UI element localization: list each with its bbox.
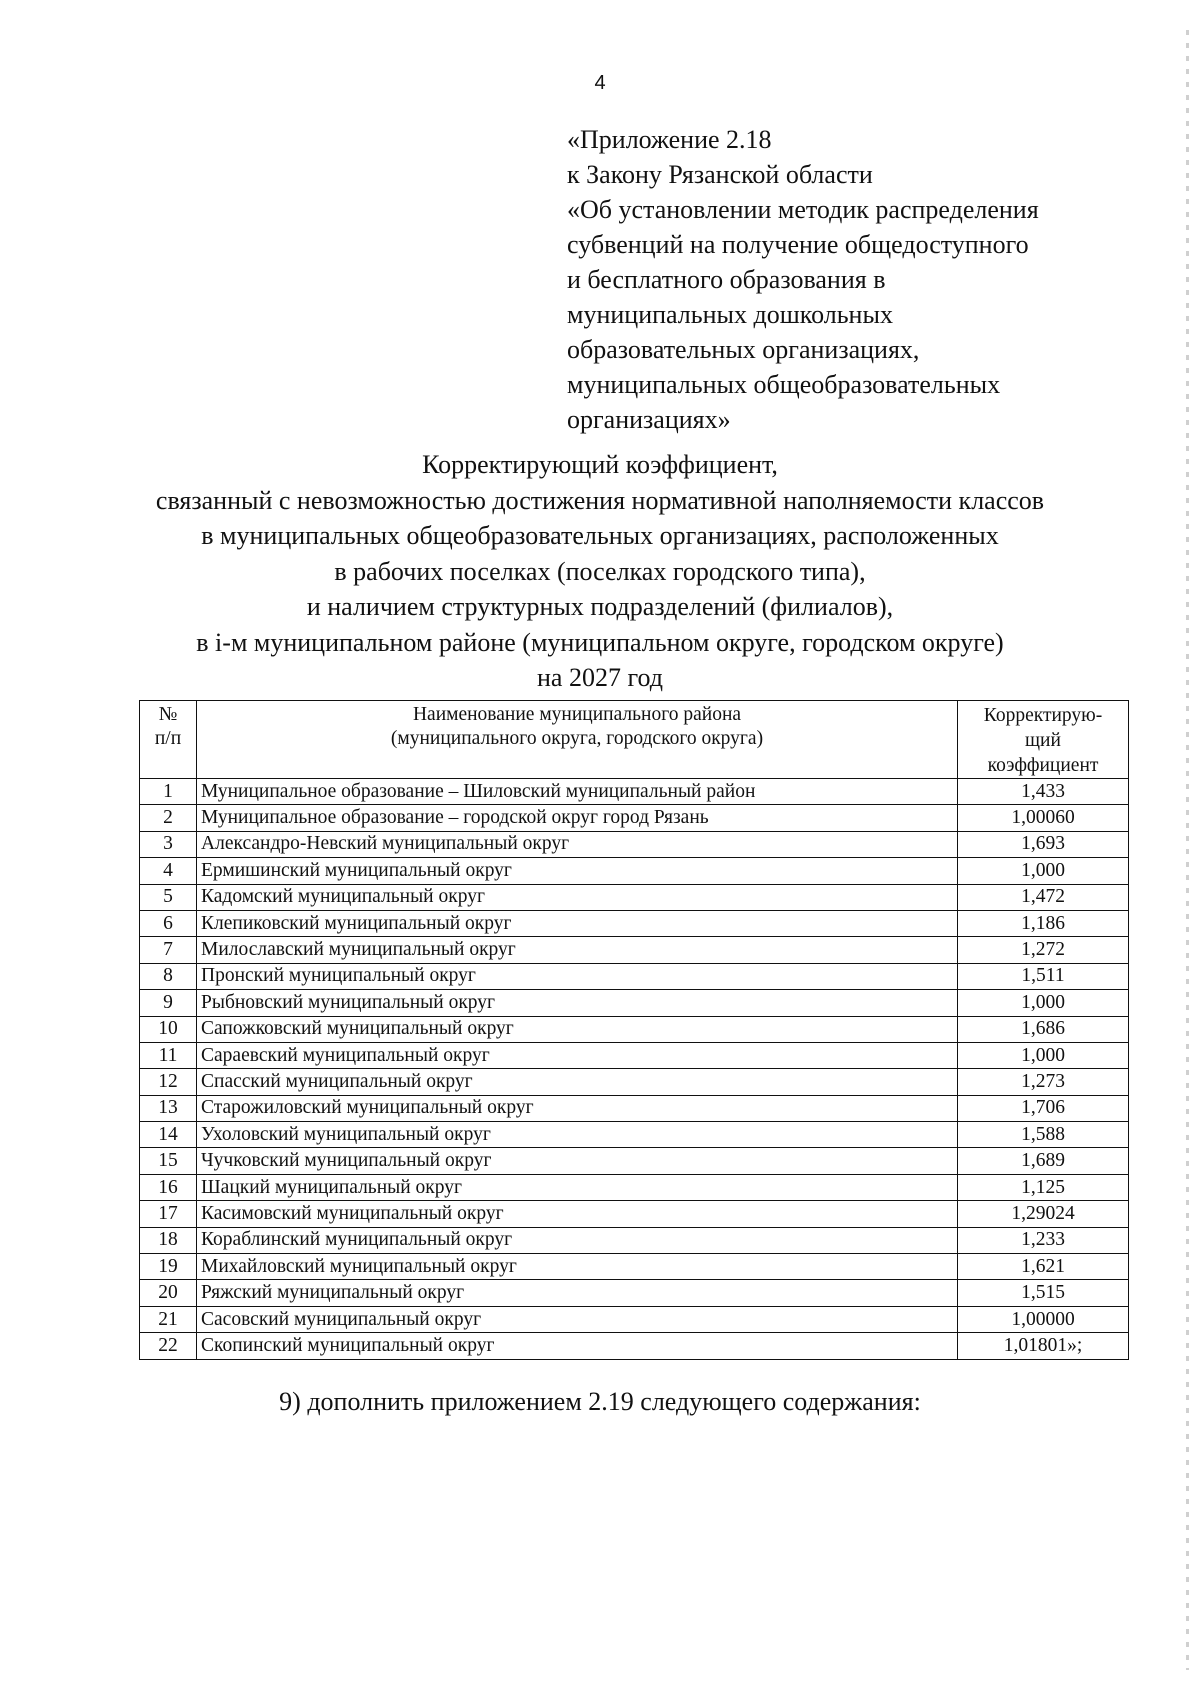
row-number: 16 bbox=[140, 1174, 197, 1200]
row-number: 1 bbox=[140, 779, 197, 805]
row-coefficient: 1,472 bbox=[958, 884, 1129, 910]
table-row bbox=[140, 963, 1129, 989]
row-number: 3 bbox=[140, 831, 197, 857]
title-line: Корректирующий коэффициент, bbox=[422, 450, 778, 479]
table-row bbox=[140, 831, 1129, 857]
row-municipality: Александро-Невский муниципальный округ bbox=[197, 831, 958, 857]
row-number: 18 bbox=[140, 1227, 197, 1253]
row-municipality: Клепиковский муниципальный округ bbox=[197, 910, 958, 936]
row-municipality: Чучковский муниципальный округ bbox=[197, 1148, 958, 1174]
row-municipality: Ряжский муниципальный округ bbox=[197, 1280, 958, 1306]
row-coefficient: 1,000 bbox=[958, 858, 1129, 884]
table-row bbox=[140, 910, 1129, 936]
closing-text: 9) дополнить приложением 2.19 следующего содержания: bbox=[279, 1387, 921, 1416]
row-number: 7 bbox=[140, 937, 197, 963]
header-coefficient-line: Корректирую- bbox=[983, 705, 1103, 726]
table-row bbox=[140, 1042, 1129, 1068]
header-municipality-line: Наименование муниципального района bbox=[412, 704, 742, 725]
row-municipality: Шацкий муниципальный округ bbox=[197, 1174, 958, 1200]
page-number: 4 bbox=[594, 72, 606, 94]
table-row bbox=[140, 805, 1129, 831]
row-number: 5 bbox=[140, 884, 197, 910]
row-number: 11 bbox=[140, 1042, 197, 1068]
row-municipality: Михайловский муниципальный округ bbox=[197, 1254, 958, 1280]
row-number: 14 bbox=[140, 1122, 197, 1148]
table-row bbox=[140, 990, 1129, 1016]
row-coefficient: 1,689 bbox=[958, 1148, 1129, 1174]
row-municipality: Рыбновский муниципальный округ bbox=[197, 990, 958, 1016]
coefficient-table bbox=[139, 700, 1129, 1360]
table-row bbox=[140, 1333, 1129, 1359]
row-municipality: Спасский муниципальный округ bbox=[197, 1069, 958, 1095]
row-municipality: Старожиловский муниципальный округ bbox=[197, 1095, 958, 1121]
row-coefficient: 1,433 bbox=[958, 779, 1129, 805]
title-line: в i-м муниципальном районе (муниципальном округе, городском округе) bbox=[196, 627, 1004, 657]
header-municipality-line: (муниципального округа, городского округа) bbox=[390, 728, 764, 749]
row-coefficient: 1,29024 bbox=[958, 1201, 1129, 1227]
row-coefficient: 1,125 bbox=[958, 1174, 1129, 1200]
document-title bbox=[0, 447, 1200, 696]
header-municipality bbox=[197, 701, 958, 779]
table-row bbox=[140, 1016, 1129, 1042]
table-row bbox=[140, 1254, 1129, 1280]
row-municipality: Сараевский муниципальный округ bbox=[197, 1042, 958, 1068]
row-number: 15 bbox=[140, 1148, 197, 1174]
title-line: связанный с невозможностью достижения нормативной наполняемости классов bbox=[155, 485, 1045, 515]
row-coefficient: 1,686 bbox=[958, 1016, 1129, 1042]
row-coefficient: 1,515 bbox=[958, 1280, 1129, 1306]
annex-line: «Приложение 2.18 bbox=[567, 125, 772, 154]
row-number: 17 bbox=[140, 1201, 197, 1227]
table-row bbox=[140, 1122, 1129, 1148]
table-row bbox=[140, 1069, 1129, 1095]
table-row bbox=[140, 937, 1129, 963]
annex-line: «Об установлении методик распределения bbox=[567, 195, 1039, 224]
row-number: 4 bbox=[140, 858, 197, 884]
table-row bbox=[140, 1227, 1129, 1253]
header-number-line: № bbox=[158, 704, 178, 725]
row-coefficient: 1,273 bbox=[958, 1069, 1129, 1095]
annex-line: муниципальных общеобразовательных bbox=[567, 370, 1001, 399]
annex-line: образовательных организациях, bbox=[567, 335, 920, 364]
row-municipality: Скопинский муниципальный округ bbox=[197, 1333, 958, 1359]
table-row bbox=[140, 1148, 1129, 1174]
row-number: 19 bbox=[140, 1254, 197, 1280]
table-row bbox=[140, 1306, 1129, 1332]
row-coefficient: 1,706 bbox=[958, 1095, 1129, 1121]
annex-line: организациях» bbox=[567, 405, 731, 434]
table-row bbox=[140, 1201, 1129, 1227]
row-municipality: Сапожковский муниципальный округ bbox=[197, 1016, 958, 1042]
title-line: в рабочих поселках (поселках городского типа), bbox=[334, 556, 866, 586]
table-header-row bbox=[140, 701, 1129, 779]
header-coefficient bbox=[958, 701, 1129, 779]
row-number: 22 bbox=[140, 1333, 197, 1359]
title-line: и наличием структурных подразделений (филиалов), bbox=[306, 592, 894, 621]
row-municipality: Милославский муниципальный округ bbox=[197, 937, 958, 963]
scan-margin-artifact bbox=[1186, 30, 1189, 1670]
table-row bbox=[140, 1280, 1129, 1306]
row-municipality: Сасовский муниципальный округ bbox=[197, 1306, 958, 1332]
table-body bbox=[140, 779, 1129, 1360]
row-municipality: Касимовский муниципальный округ bbox=[197, 1201, 958, 1227]
row-municipality: Кораблинский муниципальный округ bbox=[197, 1227, 958, 1253]
row-coefficient: 1,00060 bbox=[958, 805, 1129, 831]
row-coefficient: 1,511 bbox=[958, 963, 1129, 989]
row-number: 6 bbox=[140, 910, 197, 936]
row-coefficient: 1,00000 bbox=[958, 1306, 1129, 1332]
row-number: 21 bbox=[140, 1306, 197, 1332]
header-coefficient-line: коэффициент bbox=[987, 755, 1099, 776]
annex-heading bbox=[567, 122, 1087, 437]
table-row bbox=[140, 858, 1129, 884]
row-municipality: Муниципальное образование – городской округ город Рязань bbox=[197, 805, 958, 831]
row-number: 12 bbox=[140, 1069, 197, 1095]
title-line: в муниципальных общеобразовательных организациях, расположенных bbox=[201, 521, 999, 550]
table-row bbox=[140, 779, 1129, 805]
annex-line: муниципальных дошкольных bbox=[567, 300, 893, 329]
row-coefficient: 1,01801»; bbox=[958, 1333, 1129, 1359]
row-municipality: Ермишинский муниципальный округ bbox=[197, 858, 958, 884]
row-coefficient: 1,233 bbox=[958, 1227, 1129, 1253]
table-row bbox=[140, 1095, 1129, 1121]
row-coefficient: 1,186 bbox=[958, 910, 1129, 936]
annex-line: к Закону Рязанской области bbox=[567, 160, 873, 189]
header-number-line: п/п bbox=[154, 728, 182, 749]
row-coefficient: 1,272 bbox=[958, 937, 1129, 963]
row-number: 13 bbox=[140, 1095, 197, 1121]
row-number: 8 bbox=[140, 963, 197, 989]
header-coefficient-line: щий bbox=[1025, 730, 1061, 751]
table-row bbox=[140, 1174, 1129, 1200]
row-municipality: Ухоловский муниципальный округ bbox=[197, 1122, 958, 1148]
row-municipality: Муниципальное образование – Шиловский муниципальный район bbox=[197, 779, 958, 805]
annex-line: субвенций на получение общедоступного bbox=[567, 230, 1029, 259]
header-number bbox=[140, 701, 197, 779]
row-number: 20 bbox=[140, 1280, 197, 1306]
row-coefficient: 1,621 bbox=[958, 1254, 1129, 1280]
row-municipality: Пронский муниципальный округ bbox=[197, 963, 958, 989]
row-municipality: Кадомский муниципальный округ bbox=[197, 884, 958, 910]
row-number: 9 bbox=[140, 990, 197, 1016]
row-number: 10 bbox=[140, 1016, 197, 1042]
title-line: на 2027 год bbox=[537, 663, 663, 692]
row-coefficient: 1,000 bbox=[958, 1042, 1129, 1068]
row-number: 2 bbox=[140, 805, 197, 831]
annex-line: и бесплатного образования в bbox=[567, 265, 886, 294]
row-coefficient: 1,000 bbox=[958, 990, 1129, 1016]
row-coefficient: 1,693 bbox=[958, 831, 1129, 857]
row-coefficient: 1,588 bbox=[958, 1122, 1129, 1148]
table-row bbox=[140, 884, 1129, 910]
